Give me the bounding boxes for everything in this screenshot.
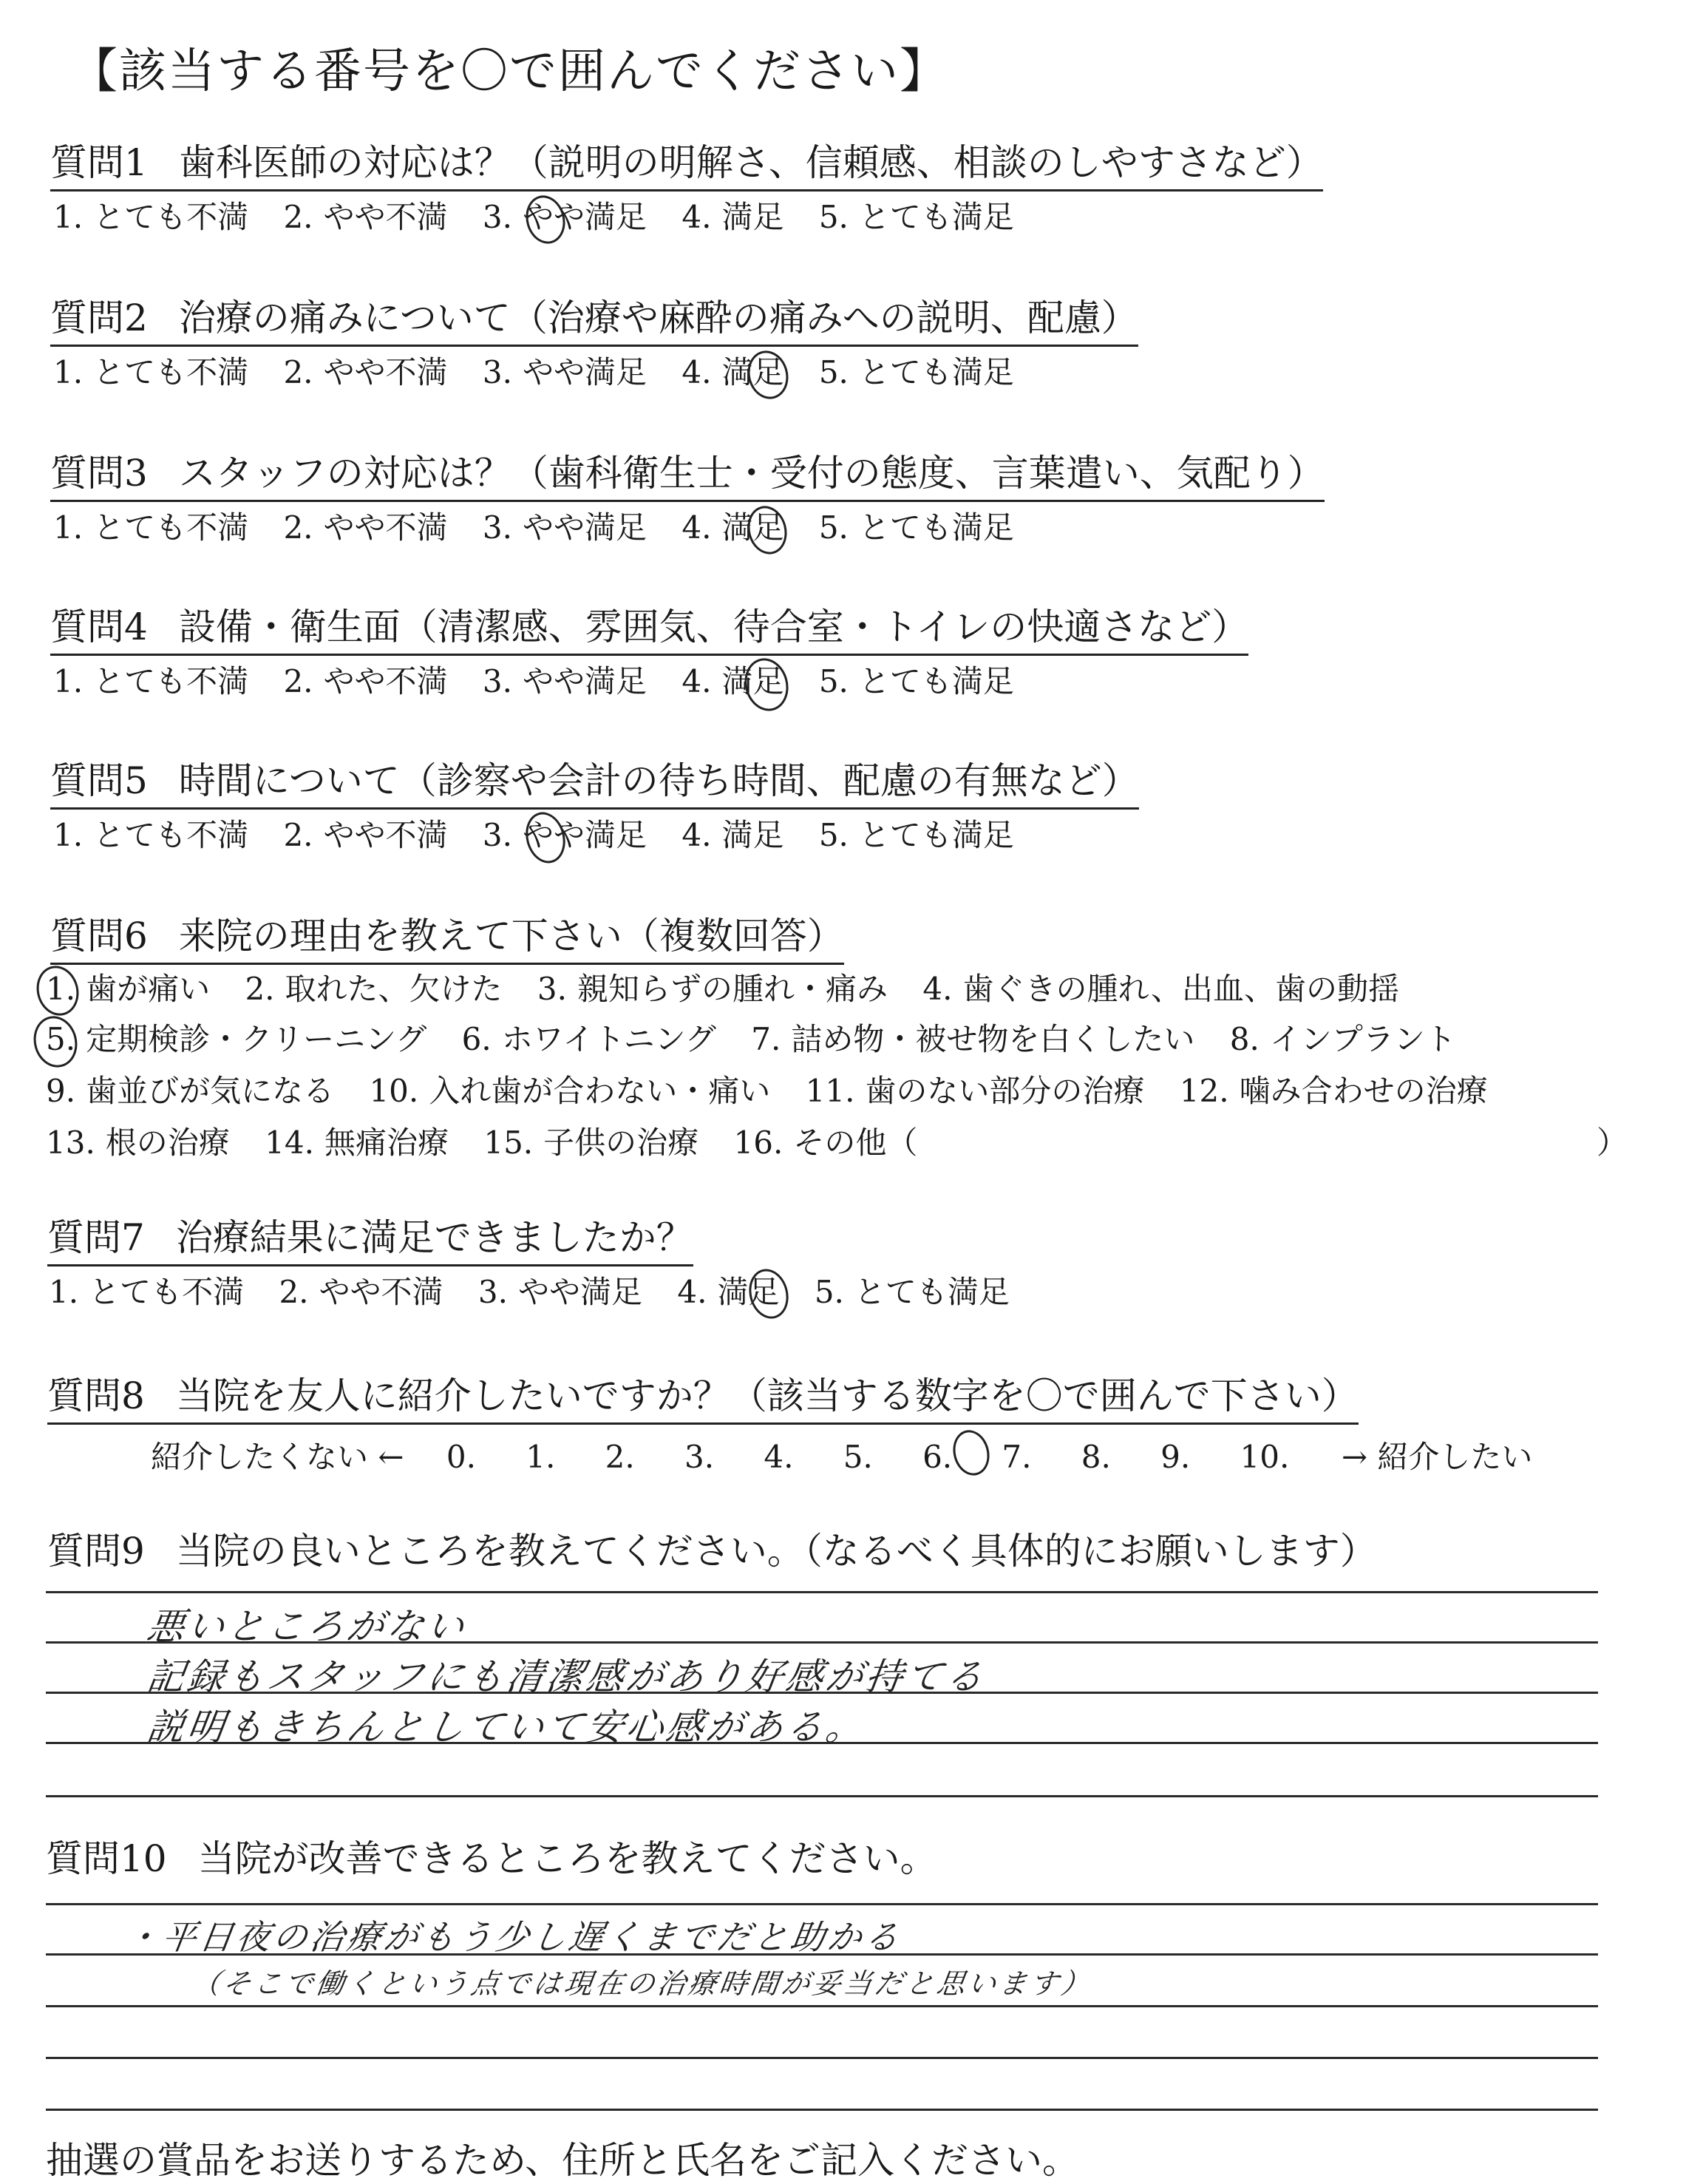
- q2-option-4[interactable]: 4. 満足: [681, 354, 784, 390]
- q4-option-5[interactable]: 5. とても満足: [818, 663, 1014, 699]
- q7-option-3[interactable]: 3. やや満足: [477, 1274, 642, 1310]
- q1-option-4[interactable]: 4. 満足: [681, 199, 784, 235]
- question-10-heading: [46, 1837, 937, 1881]
- q3-option-3[interactable]: 3. やや満足: [482, 509, 647, 546]
- question-6-text: 来院の理由を教えて下さい（複数回答）: [178, 915, 844, 957]
- q7-option-1[interactable]: 1. とても不満: [49, 1274, 245, 1310]
- question-4-options: [53, 662, 1039, 701]
- q5-option-2[interactable]: 2. やや不満: [283, 817, 448, 853]
- q2-option-2[interactable]: 2. やや不満: [283, 354, 448, 390]
- question-7-options: [49, 1273, 1035, 1312]
- q4-option-3[interactable]: 3. やや満足: [482, 663, 647, 699]
- q10-write-line-1: [46, 1903, 1598, 1905]
- q6-option-7[interactable]: 7. 詰め物・被せ物を白くしたい: [751, 1021, 1195, 1057]
- q10-write-line-4: [46, 2057, 1598, 2059]
- question-5-heading: [50, 759, 1139, 810]
- nps-right-label: → 紹介したい: [1341, 1439, 1533, 1475]
- q10-write-line-5: [46, 2109, 1598, 2111]
- nps-2[interactable]: 2.: [605, 1439, 635, 1475]
- question-2-number: 質問2: [50, 296, 148, 339]
- q5-option-4[interactable]: 4. 満足: [681, 817, 784, 853]
- question-2-heading: [50, 296, 1138, 347]
- nps-scale: [151, 1433, 1532, 1477]
- nps-4[interactable]: 4.: [764, 1439, 794, 1475]
- nps-9[interactable]: 9.: [1160, 1439, 1191, 1475]
- q6-option-10[interactable]: 10. 入れ歯が合わない・痛い: [369, 1073, 771, 1109]
- q6-option-4[interactable]: 4. 歯ぐきの腫れ、出血、歯の動揺: [922, 971, 1399, 1007]
- question-2-options: [53, 353, 1039, 392]
- nps-0[interactable]: 0.: [446, 1439, 476, 1475]
- question-9-number: 質問9: [47, 1530, 145, 1573]
- q4-option-2[interactable]: 2. やや不満: [283, 663, 448, 699]
- q7-option-4[interactable]: 4. 満足: [677, 1274, 780, 1310]
- q9-write-line-5: [46, 1795, 1598, 1797]
- question-7-heading: [47, 1215, 693, 1266]
- q6-option-3[interactable]: 3. 親知らずの腫れ・痛み: [537, 971, 888, 1007]
- question-7-number: 質問7: [47, 1216, 145, 1259]
- question-8-text: 当院を友人に紹介したいですか？（該当する数字を〇で囲んで下さい）: [175, 1374, 1359, 1417]
- question-4-text: 設備・衛生面（清潔感、雰囲気、待合室・トイレの快適さなど）: [178, 606, 1249, 648]
- q10-answer-line-2: （そこで働くという点では現在の治療時間が妥当だと思います）: [189, 1967, 1095, 2000]
- q10-answer-line-1: ・平日夜の治療がもう少し遅くまでだと助かる: [122, 1917, 905, 1957]
- q3-option-5[interactable]: 5. とても満足: [818, 509, 1014, 546]
- question-6-row-1: [46, 970, 1424, 1008]
- question-6-row-4: [46, 1124, 942, 1162]
- q5-option-1[interactable]: 1. とても不満: [53, 817, 249, 853]
- q6-option-8[interactable]: 8. インプラント: [1229, 1021, 1456, 1057]
- question-6-heading: [50, 914, 844, 965]
- q10-write-line-3: [46, 2005, 1598, 2007]
- question-10-text: 当院が改善できるところを教えてください。: [197, 1837, 937, 1880]
- q6-option-9[interactable]: 9. 歯並びが気になる: [46, 1073, 335, 1109]
- question-8-heading: [47, 1374, 1359, 1425]
- question-5-number: 質問5: [50, 759, 148, 802]
- q1-option-2[interactable]: 2. やや不満: [283, 199, 448, 235]
- q3-option-1[interactable]: 1. とても不満: [53, 509, 249, 546]
- q7-option-5[interactable]: 5. とても満足: [814, 1274, 1010, 1310]
- nps-7[interactable]: 7.: [1002, 1439, 1032, 1475]
- page-title: 【該当する番号を〇で囲んでください】: [70, 44, 948, 99]
- q3-option-2[interactable]: 2. やや不満: [283, 509, 448, 546]
- q2-option-5[interactable]: 5. とても満足: [818, 354, 1014, 390]
- question-3-number: 質問3: [50, 452, 148, 495]
- q1-option-3[interactable]: 3. やや満足: [482, 199, 647, 235]
- question-3-options: [53, 509, 1039, 547]
- q6-option-1[interactable]: 1. 歯が痛い: [46, 971, 211, 1007]
- nps-8[interactable]: 8.: [1081, 1439, 1111, 1475]
- q9-answer-line-3: 説明もきちんとしていて安心感がある。: [144, 1706, 869, 1749]
- q6-option-5[interactable]: 5. 定期検診・クリーニング: [46, 1021, 427, 1057]
- question-3-text: スタッフの対応は？（歯科衛生士・受付の態度、言葉遣い、気配り）: [178, 452, 1325, 495]
- q6-option-11[interactable]: 11. 歯のない部分の治療: [805, 1073, 1145, 1109]
- question-1-number: 質問1: [50, 141, 148, 184]
- q6-option-13[interactable]: 13. 根の治療: [46, 1125, 230, 1161]
- q9-answer-line-2: 記録もスタッフにも清潔感があり好感が持てる: [144, 1655, 989, 1698]
- q4-option-1[interactable]: 1. とても不満: [53, 663, 249, 699]
- question-9-text: 当院の良いところを教えてください。（なるべく具体的にお願いします）: [175, 1530, 1377, 1573]
- q1-option-1[interactable]: 1. とても不満: [53, 199, 249, 235]
- q9-answer-line-1: 悪いところがない: [144, 1605, 470, 1648]
- footer-note: 抽選の賞品をお送りするため、住所と氏名をご記入ください。: [46, 2139, 1079, 2182]
- q2-option-1[interactable]: 1. とても不満: [53, 354, 249, 390]
- question-4-number: 質問4: [50, 606, 148, 648]
- q6-other-close-paren: ）: [1597, 1125, 1628, 1161]
- q6-option-2[interactable]: 2. 取れた、欠けた: [245, 971, 503, 1007]
- q1-option-5[interactable]: 5. とても満足: [818, 199, 1014, 235]
- question-4-heading: [50, 605, 1248, 656]
- q7-option-2[interactable]: 2. やや不満: [279, 1274, 443, 1310]
- q4-option-4[interactable]: 4. 満足: [681, 663, 784, 699]
- q3-option-4[interactable]: 4. 満足: [681, 509, 784, 546]
- q6-option-6[interactable]: 6. ホワイトニング: [461, 1021, 716, 1057]
- question-3-heading: [50, 451, 1325, 502]
- q9-write-line-1: [46, 1591, 1598, 1593]
- q6-option-12[interactable]: 12. 噛み合わせの治療: [1179, 1073, 1488, 1109]
- nps-1[interactable]: 1.: [526, 1439, 556, 1475]
- question-5-text: 時間について（診察や会計の待ち時間、配慮の有無など）: [178, 759, 1139, 802]
- q6-option-15[interactable]: 15. 子供の治療: [483, 1125, 699, 1161]
- nps-10[interactable]: 10.: [1240, 1439, 1290, 1475]
- question-10-number: 質問10: [46, 1837, 167, 1880]
- nps-3[interactable]: 3.: [684, 1439, 715, 1475]
- nps-5[interactable]: 5.: [843, 1439, 873, 1475]
- question-1-text: 歯科医師の対応は？（説明の明解さ、信頼感、相談のしやすさなど）: [178, 141, 1323, 184]
- question-9-heading: [47, 1529, 1377, 1573]
- question-8-number: 質問8: [47, 1374, 145, 1417]
- q5-option-3[interactable]: 3. やや満足: [482, 817, 647, 853]
- nps-6[interactable]: 6.: [922, 1439, 953, 1475]
- q6-option-16[interactable]: 16. その他（: [733, 1125, 918, 1161]
- question-1-heading: [50, 140, 1323, 191]
- question-6-row-2: [46, 1020, 1481, 1059]
- nps-left-label: 紹介したくない ←: [151, 1439, 404, 1475]
- q6-option-14[interactable]: 14. 無痛治療: [265, 1125, 449, 1161]
- q2-option-3[interactable]: 3. やや満足: [482, 354, 647, 390]
- question-6-row-3: [46, 1072, 1513, 1110]
- question-6-number: 質問6: [50, 915, 148, 957]
- q5-option-5[interactable]: 5. とても満足: [818, 817, 1014, 853]
- question-2-text: 治療の痛みについて（治療や麻酔の痛みへの説明、配慮）: [178, 296, 1138, 339]
- question-7-text: 治療結果に満足できましたか？: [175, 1216, 693, 1259]
